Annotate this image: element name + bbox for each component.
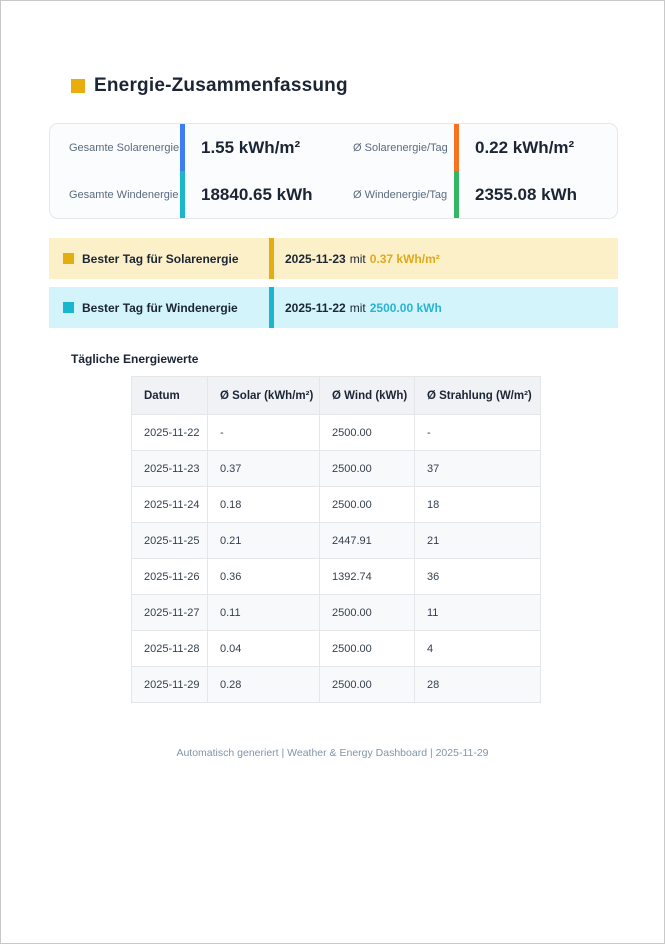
stat-label-avg-solar: Ø Solarenergie/Tag — [353, 141, 448, 154]
best-solar-day-value: 0.37 kWh/m² — [369, 251, 440, 266]
table-row — [132, 415, 541, 451]
banner-connector: mit — [349, 300, 366, 315]
table-row — [132, 559, 541, 595]
table-cell: 0.04 — [208, 631, 320, 667]
table-cell: 1392.74 — [320, 559, 415, 595]
table-row — [132, 595, 541, 631]
table-cell: 2025-11-25 — [132, 523, 208, 559]
table-cell: 2500.00 — [320, 415, 415, 451]
page-title: Energie-Zusammenfassung — [94, 75, 348, 96]
table-cell: 2025-11-22 — [132, 415, 208, 451]
stat-label-total-solar: Gesamte Solarenergie — [69, 141, 180, 154]
table-row — [132, 523, 541, 559]
table-cell: 0.37 — [208, 451, 320, 487]
title-bullet-icon — [71, 79, 85, 93]
table-cell: 0.11 — [208, 595, 320, 631]
table-cell: 0.28 — [208, 667, 320, 703]
table-cell: 28 — [415, 667, 541, 703]
table-cell: 37 — [415, 451, 541, 487]
stat-value-total-wind: 18840.65 kWh — [201, 184, 313, 204]
table-cell: 2025-11-26 — [132, 559, 208, 595]
best-wind-day-value: 2500.00 kWh — [369, 300, 442, 315]
table-column-header: Ø Wind (kWh) — [320, 377, 415, 415]
table-row — [132, 451, 541, 487]
table-cell: 0.18 — [208, 487, 320, 523]
table-column-header: Datum — [132, 377, 208, 415]
table-cell: 2447.91 — [320, 523, 415, 559]
table-cell: - — [208, 415, 320, 451]
stat-label-total-wind: Gesamte Windenergie — [69, 188, 179, 201]
table-cell: 2500.00 — [320, 487, 415, 523]
report-header — [71, 75, 348, 97]
table-cell: 36 — [415, 559, 541, 595]
stat-value-total-solar: 1.55 kWh/m² — [201, 137, 301, 157]
table-cell: 2025-11-24 — [132, 487, 208, 523]
table-row — [132, 667, 541, 703]
stat-value-avg-wind: 2355.08 kWh — [475, 184, 578, 204]
report-footer: Automatisch generiert | Weather & Energy Dashboard | 2025-11-29 — [176, 747, 489, 759]
energy-table-body — [132, 415, 541, 703]
table-column-header: Ø Solar (kWh/m²) — [208, 377, 320, 415]
table-cell: 2500.00 — [320, 451, 415, 487]
table-section-title: Tägliche Energiewerte — [71, 352, 199, 366]
banner-divider — [269, 238, 274, 279]
banner-connector: mit — [349, 251, 366, 266]
table-cell: 0.36 — [208, 559, 320, 595]
best-wind-day-text — [285, 287, 442, 328]
table-row — [132, 631, 541, 667]
table-cell: 11 — [415, 595, 541, 631]
table-cell: 2025-11-28 — [132, 631, 208, 667]
table-cell: 2500.00 — [320, 667, 415, 703]
table-cell: 2025-11-23 — [132, 451, 208, 487]
table-header-row — [132, 377, 541, 415]
table-cell: 2500.00 — [320, 631, 415, 667]
table-cell: 2025-11-27 — [132, 595, 208, 631]
table-cell: 21 — [415, 523, 541, 559]
table-column-header: Ø Strahlung (W/m²) — [415, 377, 541, 415]
table-cell: - — [415, 415, 541, 451]
table-cell: 2500.00 — [320, 595, 415, 631]
banner-divider — [269, 287, 274, 328]
stat-label-avg-wind: Ø Windenergie/Tag — [353, 188, 448, 201]
best-solar-day-label: Bester Tag für Solarenergie — [82, 251, 239, 266]
best-wind-day-banner — [49, 287, 618, 328]
table-row — [132, 487, 541, 523]
solar-bullet-icon — [63, 253, 74, 264]
best-wind-day-label: Bester Tag für Windenergie — [82, 300, 238, 315]
best-wind-day-date: 2025-11-22 — [285, 300, 346, 315]
stat-value-avg-solar: 0.22 kWh/m² — [475, 137, 575, 157]
best-solar-day-text — [285, 238, 440, 279]
table-cell: 18 — [415, 487, 541, 523]
table-cell: 4 — [415, 631, 541, 667]
wind-bullet-icon — [63, 302, 74, 313]
best-solar-day-date: 2025-11-23 — [285, 251, 346, 266]
daily-energy-table — [131, 376, 541, 703]
table-cell: 2025-11-29 — [132, 667, 208, 703]
stats-card — [49, 123, 618, 219]
best-solar-day-banner — [49, 238, 618, 279]
table-cell: 0.21 — [208, 523, 320, 559]
